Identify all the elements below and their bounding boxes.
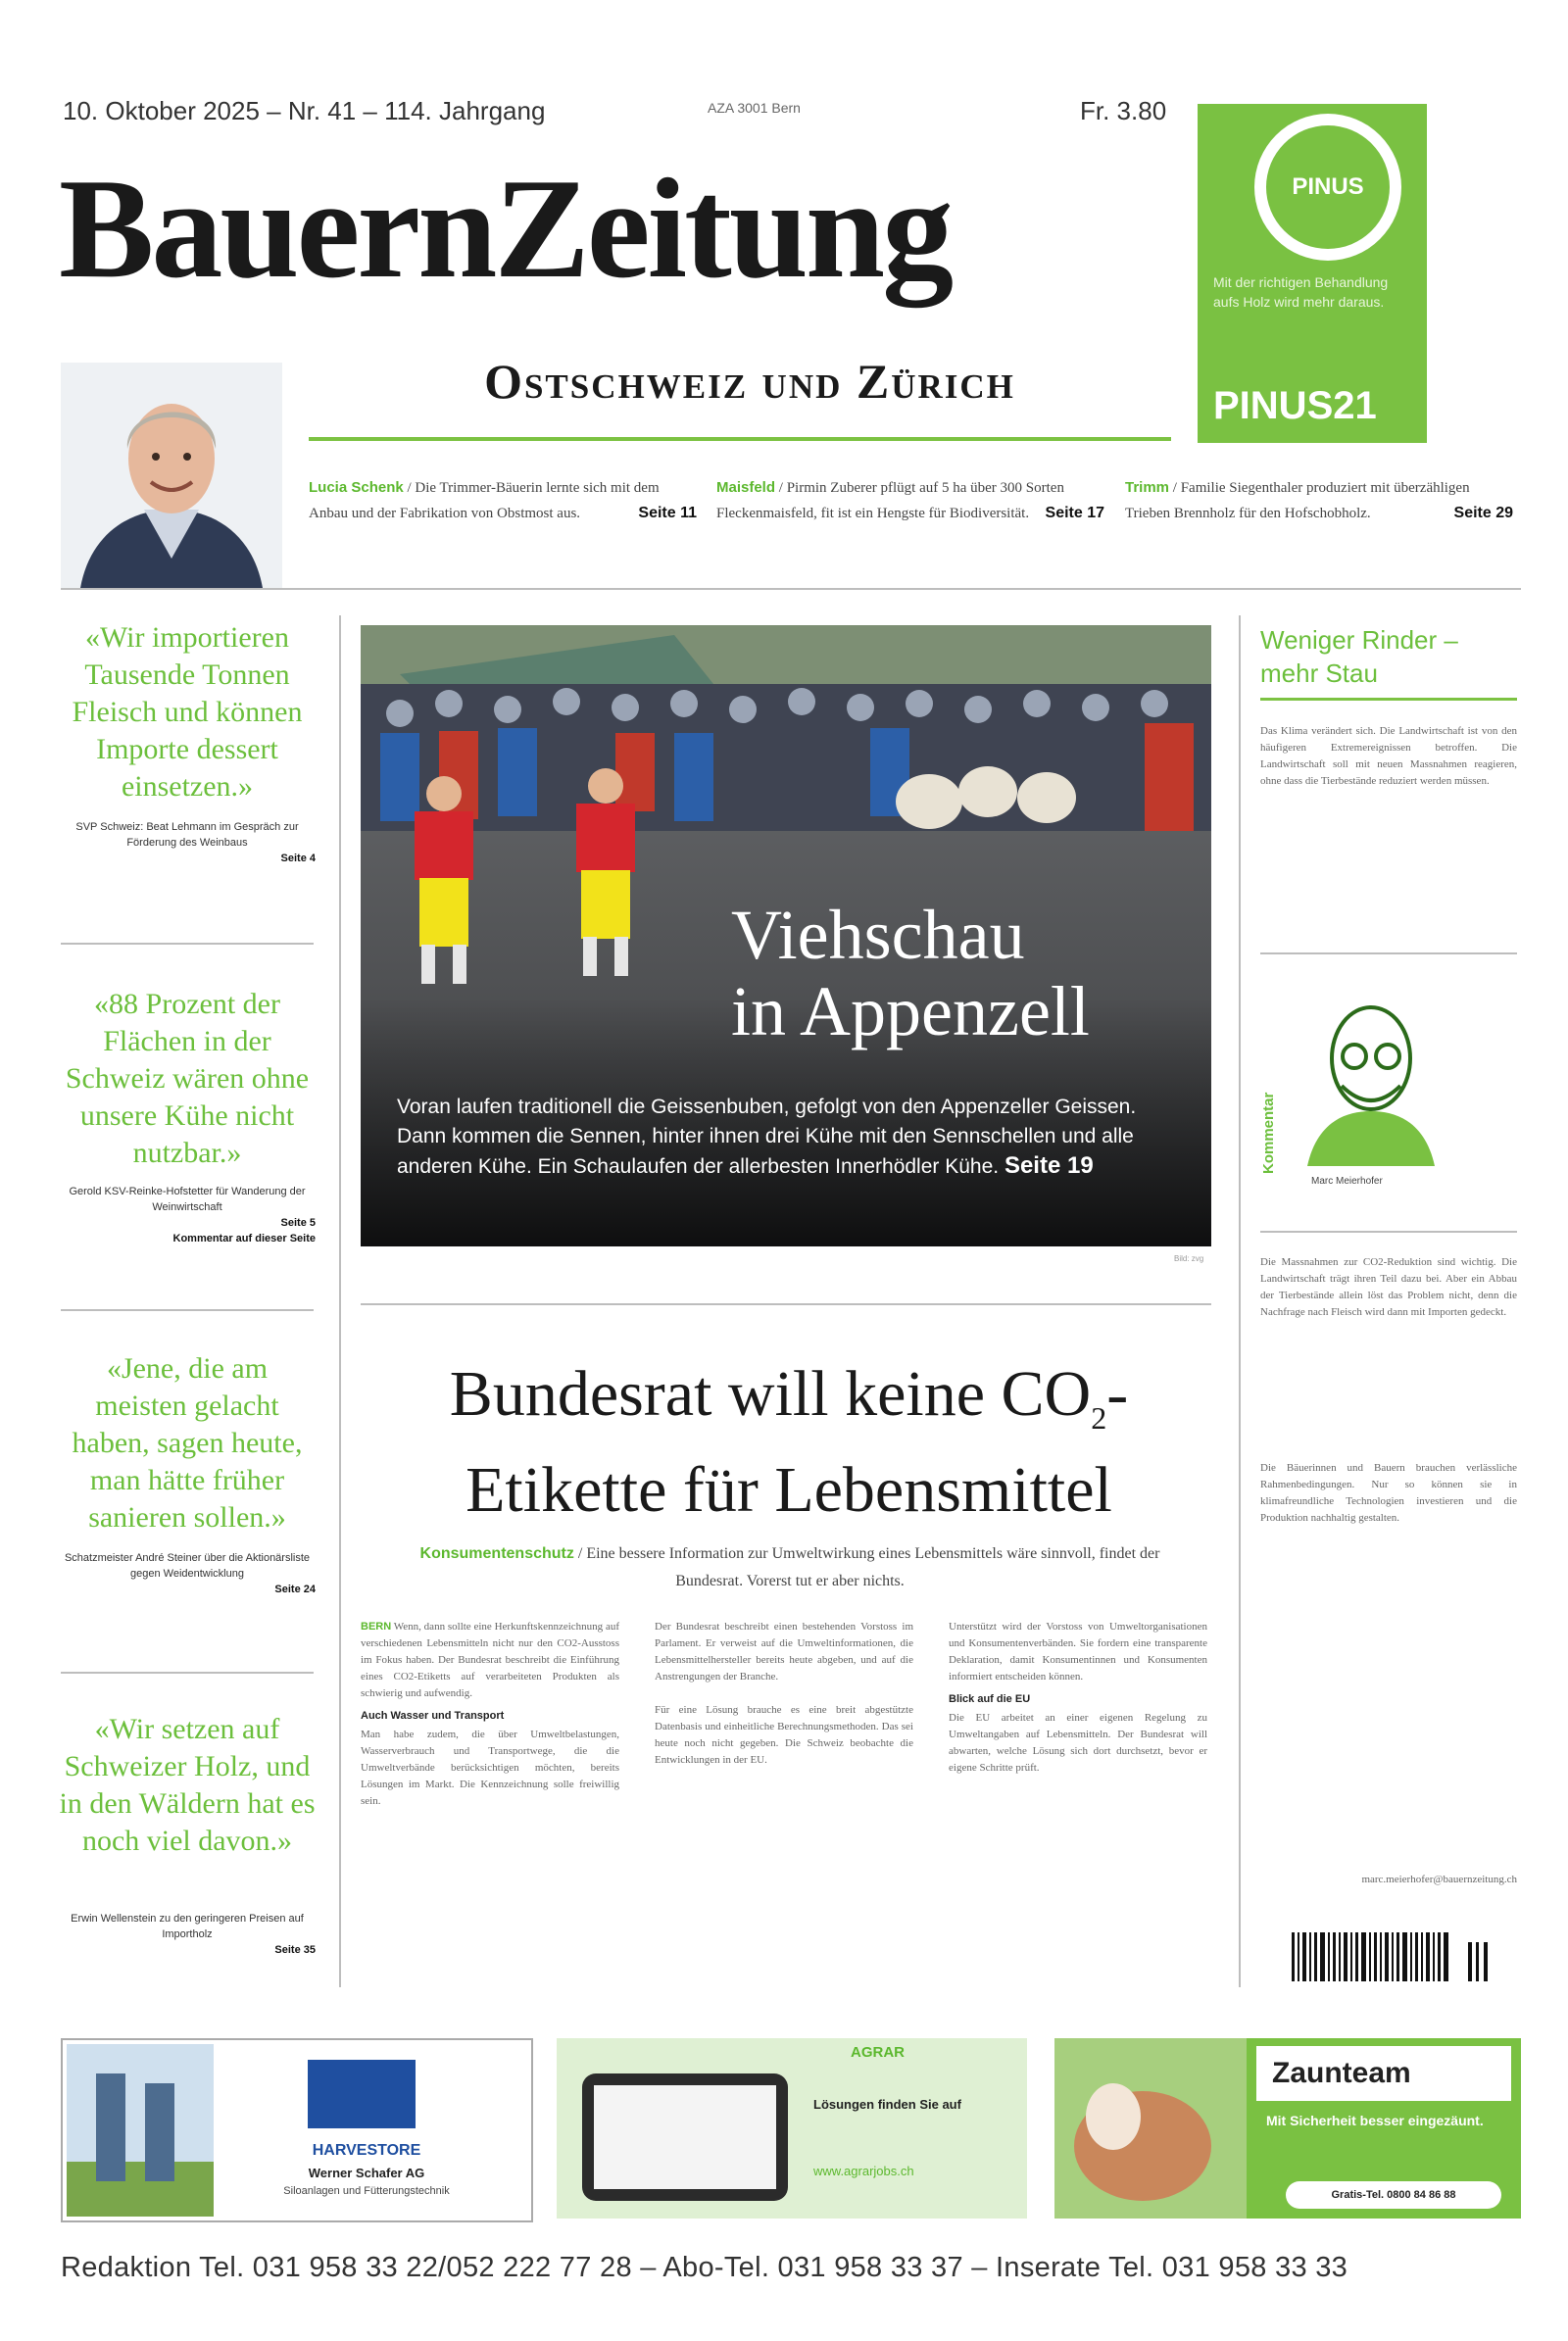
agrar-url[interactable]: www.agrarjobs.ch	[813, 2164, 914, 2178]
photo-title-line1: Viehschau	[731, 896, 1025, 974]
right-divider	[1260, 1231, 1517, 1233]
main-lead: Konsumentenschutz / Eine bessere Information zur Umweltwirkung eines Lebensmittels wäre sinnvoll, findet der Bundesrat. Vorerst tut er aber nichts.	[419, 1545, 1160, 1589]
zaunteam-text: Mit Sicherheit besser eingezäunt.	[1266, 2113, 1484, 2128]
contact-footer: Redaktion Tel. 031 958 33 22/052 222 77 28 – Abo-Tel. 031 958 33 37 – Inserate Tel. 031 958 33 33	[61, 2252, 1348, 2283]
pinus-badge: PINUS	[1254, 114, 1401, 261]
zaunteam-brand: Zaunteam	[1256, 2046, 1511, 2101]
quote-1: «Wir importieren Tausende Tonnen Fleisch und können Importe dessert einsetzen.»	[72, 621, 303, 803]
zaunteam-ad[interactable]	[1054, 2038, 1521, 2219]
quote-2: «88 Prozent der Flächen in der Schweiz wären ohne unsere Kühe nicht nutzbar.»	[65, 988, 310, 1169]
article-column-1: BERN Wenn, dann sollte eine Herkunftskennzeichnung auf verschiedenen Lebensmitteln nicht nur den CO2-Ausstoss im Fokus haben. Der Bundesrat beschreibt die Einführung eines CO2-Etiketts auf verarbeiteten Produkten als schwierig und aufwendig. Auch Wasser und Transport Man habe zudem, die über Umweltbelastungen, Wasserverbrauch und Transportwege, die die Umweltverbände berücksichtigen möchten, bereits Lösungen im Markt. Die Kennzeichnung solle freiwillig sein.	[361, 1621, 619, 1807]
quote-divider	[61, 943, 314, 945]
harvestore-desc: Siloanlagen und Fütterungstechnik	[283, 2185, 450, 2197]
quote-4: «Wir setzen auf Schweizer Holz, und in den Wäldern hat es noch viel davon.»	[59, 1713, 316, 1857]
right-column-text-3: Die Bäuerinnen und Bauern brauchen verlässliche Rahmenbedingungen. Nur so können sie in klimafreundliche Technologien investieren und die Produktion nachhaltig gestalten.	[1260, 1462, 1517, 1524]
price: Fr. 3.80	[1080, 96, 1167, 125]
teaser-3[interactable]: Trimm / Familie Siegenthaler produziert mit überzähligen Trieben Brennholz für den Hofschobholz. Seite 29	[1125, 479, 1513, 521]
teaser-2[interactable]: Maisfeld / Pirmin Zuberer pflügt auf 5 ha über 300 Sorten Fleckenmaisfeld, fit ist ein Hengste für Biodiversität. Seite 17	[716, 479, 1104, 521]
quote-4-source: Erwin Wellenstein zu den geringeren Preisen auf Importholz Seite 35	[71, 1913, 316, 1956]
harvestore-ad[interactable]	[61, 2038, 533, 2222]
harvestore-logo-icon	[308, 2060, 416, 2128]
photo-title-line2: in Appenzell	[731, 972, 1090, 1050]
quote-divider	[61, 1309, 314, 1311]
quote-1-source: SVP Schweiz: Beat Lehmann im Gespräch zur Förderung des Weinbaus Seite 4	[75, 821, 316, 864]
harvestore-brand: HARVESTORE	[312, 2142, 421, 2159]
quote-divider	[61, 1672, 314, 1674]
right-heading-rule	[1260, 698, 1517, 701]
top-divider	[61, 588, 1521, 590]
quote-3-source: Schatzmeister André Steiner über die Aktionärsliste gegen Weidentwicklung Seite 24	[64, 1552, 316, 1595]
newspaper-subtitle: Ostschweiz und Zürich	[484, 354, 1015, 409]
agrar-brand: AGRAR	[851, 2044, 905, 2061]
pinus-ad[interactable]	[1198, 104, 1427, 443]
commentary-signature: marc.meierhofer@bauernzeitung.ch	[1361, 1874, 1517, 1885]
barcode	[1292, 1932, 1509, 1991]
right-column-text-1: Das Klima verändert sich. Die Landwirtschaft ist von den häufigeren Extremereignissen betroffen. Die Landwirtschaft soll mit neuen Massnahmen reagieren, ohne dass die Tierbestände reduziert werden müssen.	[1260, 725, 1517, 787]
zaunteam-phone[interactable]: Gratis-Tel. 0800 84 86 88	[1286, 2181, 1501, 2209]
tablet-image	[582, 2073, 788, 2201]
right-divider	[1260, 952, 1517, 954]
issn-note: AZA 3001 Bern	[708, 100, 801, 116]
article-column-3: Unterstützt wird der Vorstoss von Umweltorganisationen und Konsumentenverbänden. Sie fordern eine transparente Deklaration, damit Konsumentinnen und Konsumenten informiert entscheiden können. Blick auf die EU Die EU arbeitet an einer eigenen Regelung zu Umweltangaben auf Lebensmitteln. Der Bundesrat will abwarten, welche Lösung sich dort durchsetzt, bevor er eigene Schritte prüft.	[949, 1621, 1207, 1774]
photo-credit: Bild: zvg	[1174, 1254, 1204, 1263]
author-portrait	[1298, 984, 1445, 1166]
column-divider-left	[339, 615, 341, 1987]
main-headline[interactable]: Bundesrat will keine $CO_2-$ Etikette für Lebensmittel	[449, 1358, 1129, 1527]
dateline: 10. Oktober 2025 – Nr. 41 – 114. Jahrgang	[63, 96, 546, 125]
agrar-ad[interactable]	[557, 2038, 1027, 2219]
quote-2-source: Gerold KSV-Reinke-Hofstetter für Wanderung der Weinwirtschaft Seite 5 Kommentar auf dieser Seite	[69, 1186, 316, 1244]
silo-photo	[67, 2044, 214, 2217]
photo-caption: Voran laufen traditionell die Geissenbuben, gefolgt von den Appenzeller Geissen. Dann kommen die Sennen, hinter ihnen drei Kühe mit den Sennschellen und alle anderen Kühe. Ein Schaulaufen der allerbesten Innerhödler Kühe. Seite 19	[397, 1096, 1137, 1179]
masthead-green-rule	[309, 437, 1171, 441]
newspaper-title: BauernZeitung	[59, 149, 952, 308]
kommentar-label: Kommentar	[1260, 1092, 1277, 1174]
pinus-logo: PINUS21	[1213, 384, 1377, 427]
teaser-1[interactable]: Lucia Schenk / Die Trimmer-Bäuerin lernte sich mit dem Anbau und der Fabrikation von Obstmost aus. Seite 11	[309, 479, 697, 521]
harvestore-company: Werner Schafer AG	[308, 2166, 425, 2180]
right-column-heading[interactable]: Weniger Rinder – mehr Stau	[1260, 625, 1458, 688]
article-column-2: Der Bundesrat beschreibt einen bestehenden Vorstoss im Parlament. Er verweist auf die Umweltinformationen, die Lebensmittelhersteller bereits heute abgeben, und auf die Anstrengungen der Branche. Für eine Lösung brauche es eine breit abgestützte Datenbasis und einheitliche Berechnungsmethoden. Das sei heute noch nicht gegeben. Die Schweiz beobachte die Entwicklungen in der EU.	[655, 1621, 913, 1766]
author-name: Marc Meierhofer	[1311, 1176, 1383, 1187]
agrar-text: Lösungen finden Sie auf	[813, 2097, 961, 2112]
portrait-photo	[61, 363, 282, 588]
quote-3: «Jene, die am meisten gelacht haben, sagen heute, man hätte früher sanieren sollen.»	[72, 1352, 303, 1534]
column-divider-right	[1239, 615, 1241, 1987]
photo-divider	[361, 1303, 1211, 1305]
pinus-ad-text: Mit der richtigen Behandlung aufs Holz wird mehr daraus.	[1213, 274, 1389, 310]
cow-photo	[1054, 2038, 1247, 2219]
right-column-text-2: Die Massnahmen zur CO2-Reduktion sind wichtig. Die Landwirtschaft trägt ihren Teil dazu bei. Aber ein Abbau der Tierbestände allein löst das Problem nicht, denn die Nachfrage nach Fleisch wird dann mit Importen gedeckt.	[1260, 1256, 1517, 1318]
